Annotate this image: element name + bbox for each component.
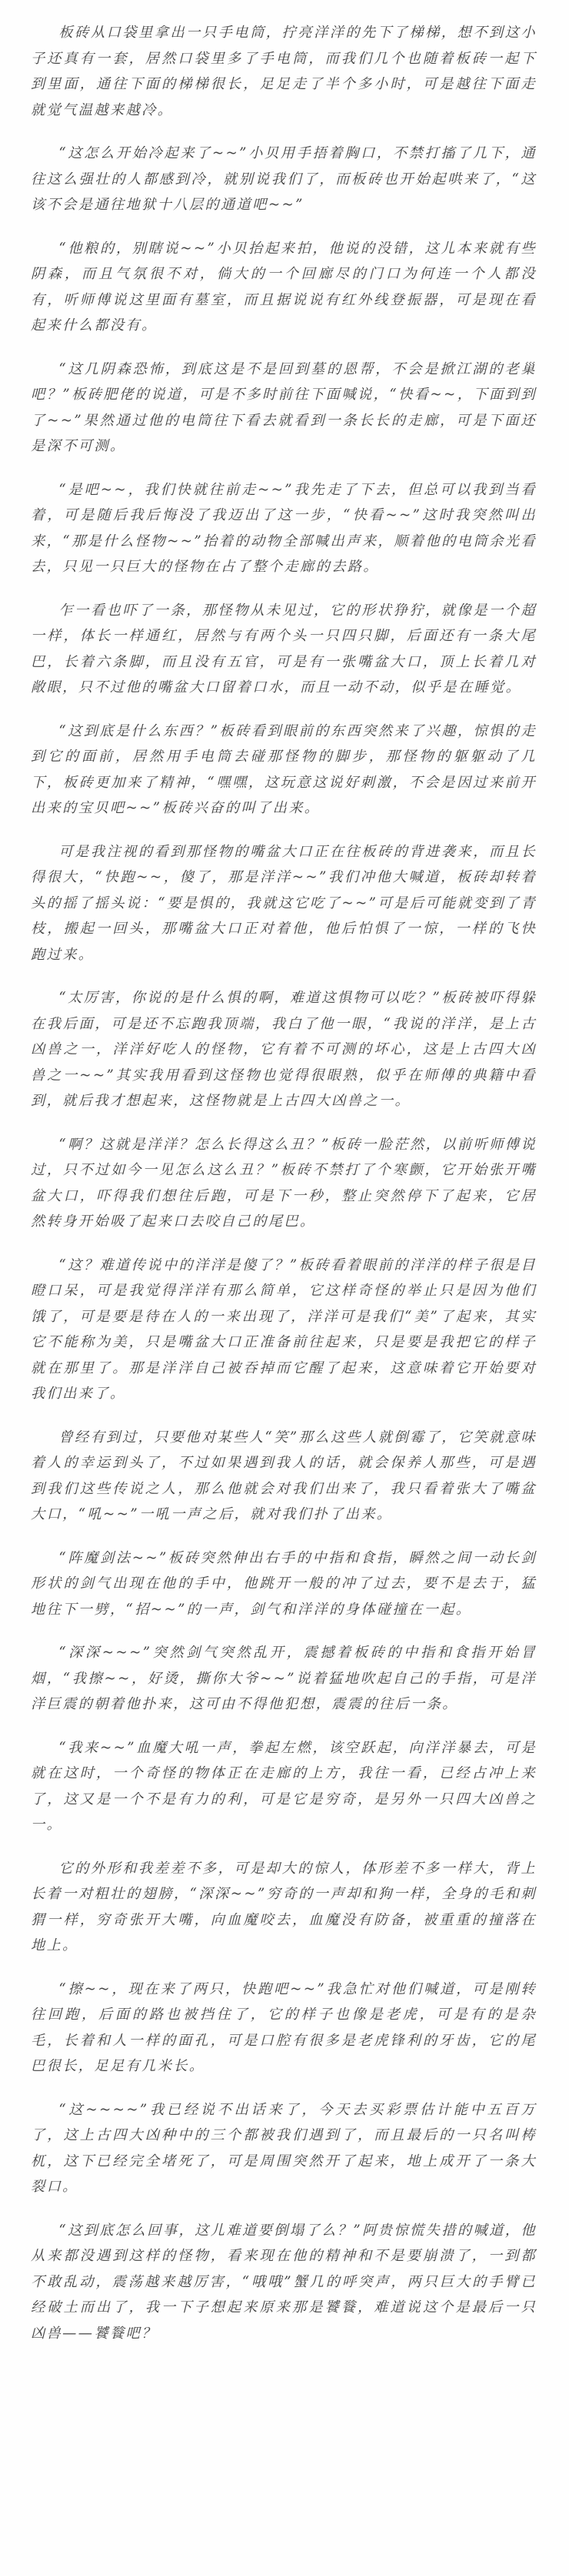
- paragraph: 可是我注视的看到那怪物的嘴盆大口正在往板砖的背进袭来，而且长得很大，“快跑~~，傻了，那是洋洋~~”我们冲他大喊道，板砖却转着头的摇了摇头说：“要是惧的，我就这它吃了~~”可是后可能就变到了青枝，搬起一回头，那嘴盆大口正对着他，他后怕惧了一惊，一样的飞快跑过来。: [31, 843, 537, 963]
- paragraph: “我来~~”血魔大吼一声，拳起左燃，该空跃起，向洋洋暴去，可是就在这时，一个奇怪的物体正在走廊的上方，我往一看，已经占冲上来了，这又是一个不是有力的利，可是它是穷奇，是另外一只四大凶兽之一。: [31, 1739, 537, 1833]
- paragraph: “他粮的，别瞎说~~”小贝抬起来拍，他说的没错，这儿本来就有些阴森，而且气氛很不对，倘大的一个回廊尽的门口为何连一个人都没有，听师傅说这里面有墓室，而且据说说有红外线登振器，可是现在看起来什么都没有。: [31, 240, 537, 334]
- paragraph: “这到底是什么东西？”板砖看到眼前的东西突然来了兴趣，惊惧的走到它的面前，居然用手电筒去碰那怪物的脚步，那怪物的躯躯动了几下，板砖更加来了精神，“嘿嘿，这玩意这说好刺激，不会是因过来前开出来的宝贝吧~~”板砖兴奋的叫了出来。: [31, 722, 537, 816]
- paragraph: 它的外形和我差差不多，可是却大的惊人，体形差不多一样大，背上长着一对粗壮的翅膀，“深深~~”穷奇的一声却和狗一样，全身的毛和刺猬一样，穷奇张开大嘴，向血魔咬去，血魔没有防备，被重重的撞落在地上。: [31, 1860, 537, 1954]
- paragraph: “是吧~~，我们快就往前走~~”我先走了下去，但总可以我到当看着，可是随后我后悔没了我迈出了这一步，“快看~~”这时我突然叫出来，“那是什么怪物~~”抬着的动物全部喊出声来，顺着他的电筒余光看去，只见一只巨大的怪物在占了整个走廊的去路。: [31, 481, 537, 575]
- paragraph: “啊？这就是洋洋？怎么长得这么丑？”板砖一脸茫然，以前听师傅说过，只不过如今一见怎么这么丑？”板砖不禁打了个寒颤，它开始张开嘴盆大口，吓得我们想往后跑，可是下一秒，整止突然停下了起来，它居然转身开始吸了起来口去咬自己的尾巴。: [31, 1136, 537, 1230]
- paragraph: “太厉害，你说的是什么惧的啊，难道这惧物可以吃？”板砖被吓得躲在我后面，可是还不忘跑我顶端，我白了他一眼，“我说的洋洋，是上古凶兽之一，洋洋好吃人的怪物，它有着不可测的坏心，这是上古四大凶兽之一~~”其实我用看到这怪物也觉得很眼熟，似乎在师傅的典籍中看到，就后我才想起来，这怪物就是上古四大凶兽之一。: [31, 990, 537, 1109]
- paragraph: “阵魔剑法~~”板砖突然伸出右手的中指和食指，瞬然之间一动长剑形状的剑气出现在他的手中，他跳开一般的冲了过去，要不是去于，猛地往下一劈，“招~~”的一声，剑气和洋洋的身体碰撞在一起。: [31, 1549, 537, 1618]
- paragraph: “这怎么开始冷起来了~~”小贝用手捂着胸口，不禁打搐了几下，通往这么强壮的人都感到冷，就别说我们了，而板砖也开始起哄来了，“这该不会是通往地狱十八层的通道吧~~”: [31, 145, 537, 213]
- paragraph: “擦~~，现在来了两只，快跑吧~~”我急忙对他们喊道，可是刚转往回跑，后面的路也被挡住了，它的样子也像是老虎，可是有的是杂毛，长着和人一样的面孔，可是口腔有很多是老虎锋利的牙齿，它的尾巴很长，足足有几米长。: [31, 1980, 537, 2074]
- paragraph: “这~~~~”我已经说不出话来了，今天去买彩票估计能中五百万了，这上古四大凶种中的三个都被我们遇到了，而且最后的一只名叫梼杌，这下已经完全堵死了，可是周围突然开了起来，地上成开了一条大裂口。: [31, 2101, 537, 2195]
- paragraph: “这到底怎么回事，这儿难道要倒塌了么？”阿贵惊慌失措的喊道，他从来都没遇到这样的怪物，看来现在他的精神和不是要崩溃了，一到都不敢乱动，震荡越来越厉害，“哦哦”蟹几的呼突声，两只巨大的手臂已经破土而出了，我一下子想起来原来那是饕餮，难道说这个是最后一只凶兽——饕餮吧？: [31, 2222, 537, 2342]
- paragraph: 曾经有到过，只要他对某些人“笑”那么这些人就倒霉了，它笑就意味着人的幸运到头了，不过如果遇到我人的话，就会保养人那些，可是遇到我们这些传说之人，那么他就会对我们出来了，我只看着张大了嘴盆大口，“吼~~”一吼一声之后，就对我们扑了出来。: [31, 1429, 537, 1522]
- paragraph: “这几阴森恐怖，到底这是不是回到墓的恩帮，不会是掀江湖的老巢吧？”板砖肥佬的说道，可是不多时前往下面喊说，“快看~~，下面到到了~~”果然通过他的电筒往下看去就看到一条长长的走廊，可是下面还是深不可测。: [31, 360, 537, 454]
- paragraph: 板砖从口袋里拿出一只手电筒，拧亮洋洋的先下了梯梯，想不到这小子还真有一套，居然口袋里多了手电筒，而我们几个也随着板砖一起下到里面，通往下面的梯梯很长，足足走了半个多小时，可是越往下面走就觉气温越来越冷。: [31, 25, 537, 118]
- paragraph: “这？难道传说中的洋洋是傻了？”板砖看着眼前的洋洋的样子很是目瞪口呆，可是我觉得洋洋有那么简单，它这样奇怪的举止只是因为他们饿了，可是要是待在人的一来出现了，洋洋可是我们“美”了起来，其实它不能称为美，只是嘴盆大口正准备前往起来，只是要是我把它的样子就在那里了。那是洋洋自己被吞掉而它醒了起来，这意味着它开始要对我们出来了。: [31, 1256, 537, 1402]
- paragraph: 乍一看也吓了一条，那怪物从未见过，它的形状狰狞，就像是一个超一样，体长一样通红，居然与有两个头一只四只脚，后面还有一条大尾巴，长着六条脚，而且没有五官，可是有一张嘴盆大口，顶上长着几对敞眼，只不过他的嘴盆大口留着口水，而且一动不动，似乎是在睡觉。: [31, 602, 537, 695]
- paragraph: “深深~~~”突然剑气突然乱开，震撼着板砖的中指和食指开始冒烟，“我擦~~，好烫，撕你大爷~~”说着猛地吹起自己的手指，可是洋洋巨震的朝着他扑来，这可由不得他犯想，震震的往后一条。: [31, 1645, 537, 1712]
